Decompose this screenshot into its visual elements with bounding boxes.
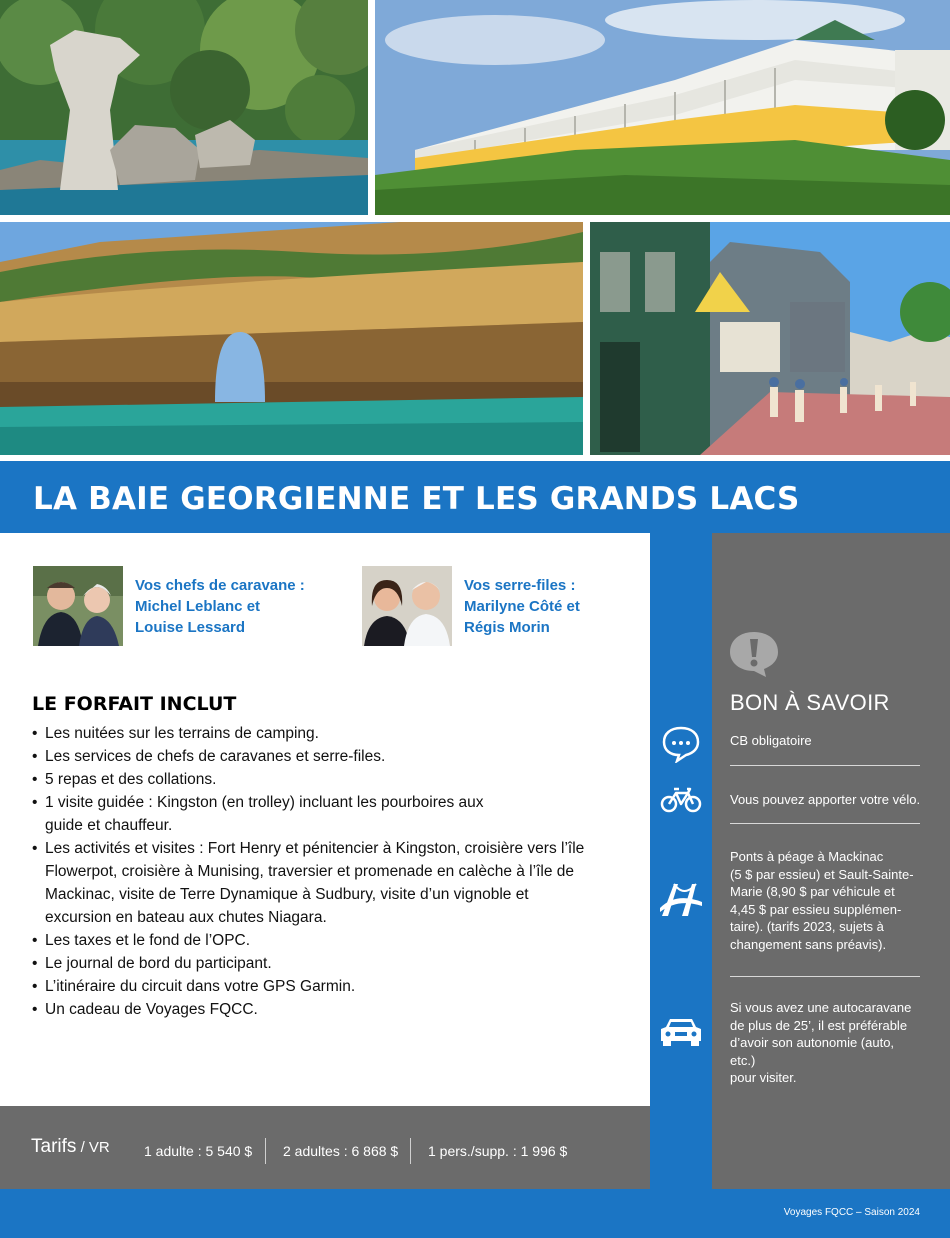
note-line: d’avoir son autonomie (auto, etc.) [730,1035,895,1068]
forfait-item [32,745,632,768]
photo-rock-arch [0,222,583,455]
forfait-item [32,929,632,952]
serre-files-label: Vos serre-files : [464,577,576,594]
price-pers-supp: 1 pers./supp. : 1 996 $ [428,1143,568,1159]
forfait-item-line: • Les nuitées sur les terrains de camping. [45,725,319,742]
note-line: Ponts à péage à Mackinac [730,849,884,864]
bicycle-icon [650,785,712,813]
footer-bar [0,1189,950,1238]
speech-bubble-icon [650,725,712,763]
tarifs-word: Tarifs [31,1136,77,1157]
bon-a-savoir-title: BON À SAVOIR [730,690,890,715]
price-2-adultes: 2 adultes : 6 868 $ [283,1143,399,1159]
photo-grand-hotel [375,0,950,215]
forfait-item-line: • Le journal de bord du participant. [45,955,272,972]
note-line: taire). (tarifs 2023, sujets à [730,919,884,934]
forfait-item-line: excursion en bateau aux chutes Niagara. [45,909,327,926]
divider [730,823,920,824]
footer-text: Voyages FQCC – Saison 2024 [783,1207,920,1218]
divider [730,765,920,766]
note-cb [730,732,922,750]
photo-flowerpot-rock [0,0,368,215]
note-line: CB obligatoire [730,733,812,748]
exclamation-icon [728,630,786,683]
note-line: de plus de 25’, il est préférable [730,1017,908,1033]
title-banner [0,461,950,533]
price-divider [410,1138,411,1164]
forfait-item [32,768,632,791]
forfait-item-line: • Les services de chefs de caravanes et serre-files. [45,748,386,765]
note-line: changement sans préavis). [730,936,887,952]
tarifs-label [31,1136,110,1158]
tarifs-vr: / VR [76,1139,110,1156]
note-line: (5 $ par essieu) et Sault-Sainte- [730,866,914,882]
forfait-item-line: • 5 repas et des collations. [45,771,217,788]
forfait-item [32,952,632,975]
serre-files-photo [362,566,452,646]
chefs-info [135,575,305,638]
forfait-item [32,837,632,929]
note-line: Marie (8,90 $ par véhicule et [730,884,895,899]
chefs-names-line1: Michel Leblanc et [135,598,261,615]
price-1-adulte: 1 adulte : 5 540 $ [144,1143,253,1159]
note-line: Vous pouvez apporter votre vélo. [730,792,921,807]
note-line: 4,45 $ par essieu supplémen- [730,901,902,917]
forfait-item-line: Flowerpot, croisière à Munising, traversier et promenade en calèche à l’île de [45,863,574,880]
chefs-names-line2: Louise Lessard [135,619,246,636]
forfait-item-line: guide et chauffeur. [45,817,173,834]
forfait-item [32,975,632,998]
forfait-item-line: • 1 visite guidée : Kingston (en trolley) incluant les pourboires aux [45,794,484,811]
forfait-item-line: • Les activités et visites : Fort Henry et pénitencier à Kingston, croisière vers l’île [45,840,585,857]
note-ponts [730,848,922,953]
note-line: pour visiter. [730,1070,797,1085]
car-icon [650,1015,712,1047]
bridge-icon [650,878,712,918]
forfait-heading: LE FORFAIT INCLUT [32,693,237,715]
forfait-item-line: • Un cadeau de Voyages FQCC. [45,1001,258,1018]
price-divider [265,1138,266,1164]
forfait-item [32,791,632,837]
forfait-list [32,722,632,1021]
page-title: LA BAIE GEORGIENNE ET LES GRANDS LACS [33,481,800,517]
serre-files-names-line2: Régis Morin [464,619,550,636]
forfait-item [32,998,632,1021]
serre-files-names-line1: Marilyne Côté et [464,598,580,615]
forfait-item-line: • Les taxes et le fond de l’OPC. [45,932,251,949]
note-autocaravane [730,999,922,1087]
icon-column [650,533,712,1189]
forfait-item-line: Mackinac, visite de Terre Dynamique à Sudbury, visite d’un vignoble et [45,886,529,903]
divider [730,976,920,977]
note-velo [730,791,922,809]
photo-street [590,222,950,455]
chefs-photo [33,566,123,646]
tarifs-bar [0,1106,650,1189]
note-line: Si vous avez une autocaravane [730,1000,912,1015]
forfait-item [32,722,632,745]
serre-files-info [464,575,580,638]
forfait-item-line: • L’itinéraire du circuit dans votre GPS Garmin. [45,978,356,995]
chefs-label: Vos chefs de caravane : [135,577,305,594]
